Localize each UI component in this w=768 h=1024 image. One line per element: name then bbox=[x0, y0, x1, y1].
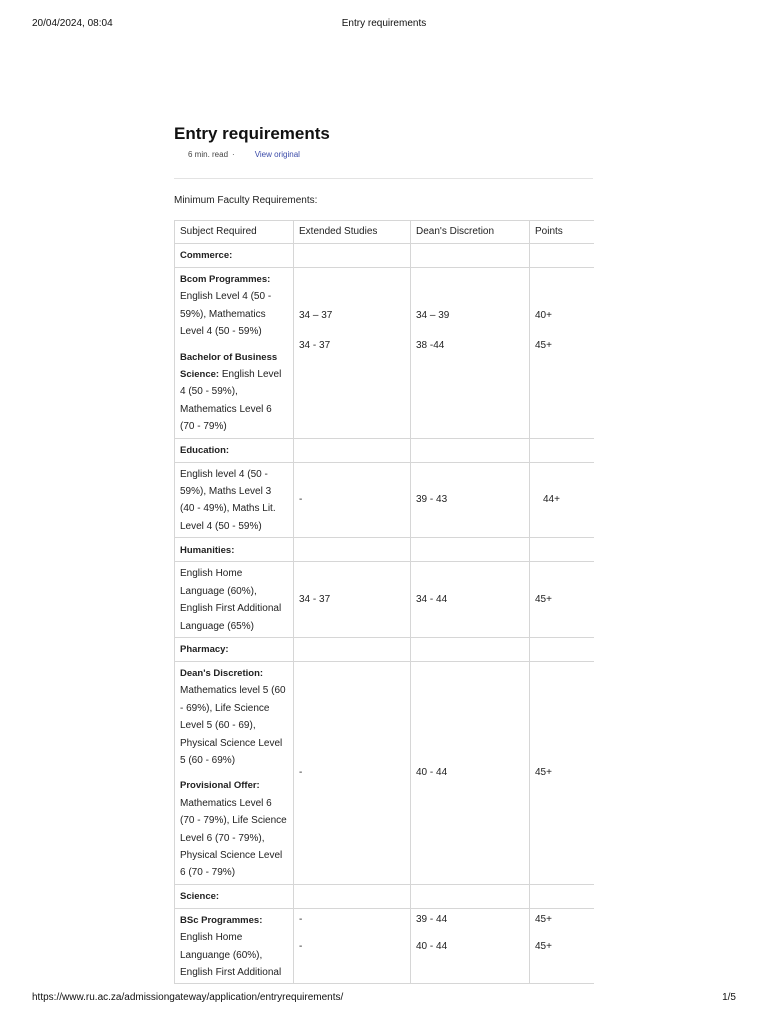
print-footer bbox=[32, 992, 736, 1006]
extended-cell bbox=[294, 268, 411, 439]
deans-cell: 40 - 44 bbox=[411, 661, 530, 884]
points-value: 45+ bbox=[535, 941, 552, 953]
extended-value: 34 - 37 bbox=[299, 339, 331, 351]
program-title: Dean's Discretion: bbox=[180, 667, 264, 679]
section-row-pharmacy bbox=[175, 637, 595, 661]
page-number: 1/5 bbox=[722, 992, 736, 1003]
page-title: Entry requirements bbox=[174, 124, 330, 143]
deans-value: 38 -44 bbox=[416, 339, 445, 351]
requirements-table-wrapper bbox=[174, 220, 594, 988]
table-row bbox=[175, 908, 595, 984]
points-value: 40+ bbox=[535, 310, 552, 322]
article-header bbox=[174, 122, 593, 219]
extended-cell: 34 - 37 bbox=[294, 562, 411, 638]
points-cell: 45+ bbox=[530, 661, 595, 884]
table-row bbox=[175, 462, 595, 538]
deans-cell: 39 - 43 bbox=[411, 462, 530, 538]
points-cell bbox=[530, 268, 595, 439]
divider bbox=[174, 178, 593, 179]
deans-value: 34 – 39 bbox=[416, 310, 450, 322]
table-row bbox=[175, 268, 595, 439]
section-row-science bbox=[175, 884, 595, 908]
extended-cell: - bbox=[294, 462, 411, 538]
program-title: Bcom Programmes: bbox=[180, 274, 271, 285]
points-cell: 45+ bbox=[530, 562, 595, 638]
requirements-table bbox=[174, 220, 594, 984]
program-requirements: English Level 4 (50 - 59%), Mathematics Level 4 (50 - 59%) bbox=[180, 291, 272, 338]
header-subject: Subject Required bbox=[175, 221, 294, 244]
section-label: Education: bbox=[175, 438, 294, 462]
print-doc-title: Entry requirements bbox=[341, 18, 427, 29]
deans-cell: 34 - 44 bbox=[411, 562, 530, 638]
view-original-link[interactable]: View original bbox=[254, 150, 300, 159]
extended-cell: - bbox=[294, 661, 411, 884]
program-requirements: Mathematics level 5 (60 - 69%), Life Science Level 5 (60 - 69), Physical Science Level 5 (60 - 69%) bbox=[180, 685, 286, 766]
section-row-humanities bbox=[175, 538, 595, 562]
points-value: 45+ bbox=[535, 339, 552, 351]
program-title: Bachelor of Business Science: bbox=[180, 351, 278, 381]
program-title: Provisional Offer: bbox=[180, 780, 260, 792]
program-title: BSc Programmes: bbox=[180, 914, 263, 926]
intro-text: Minimum Faculty Requirements: bbox=[174, 195, 318, 206]
points-cell: 44+ bbox=[530, 462, 595, 538]
print-datetime: 20/04/2024, 08:04 bbox=[32, 18, 113, 29]
extended-cell bbox=[294, 908, 411, 984]
deans-cell bbox=[411, 908, 530, 984]
points-value: 45+ bbox=[535, 913, 552, 925]
subject-cell: English level 4 (50 - 59%), Maths Level 3 (40 - 49%), Maths Lit. Level 4 (50 - 59%) bbox=[175, 462, 294, 538]
header-points: Points bbox=[530, 221, 595, 244]
subject-cell bbox=[175, 908, 294, 984]
article-meta bbox=[174, 150, 593, 164]
section-row-commerce bbox=[175, 244, 595, 268]
program-requirements: English Level 4 (50 - 59%), Mathematics Level 6 (70 - 79%) bbox=[180, 369, 282, 433]
header-deans: Dean's Discretion bbox=[411, 221, 530, 244]
section-label: Humanities: bbox=[175, 538, 294, 562]
deans-cell bbox=[411, 268, 530, 439]
header-extended: Extended Studies bbox=[294, 221, 411, 244]
points-cell bbox=[530, 908, 595, 984]
section-label: Pharmacy: bbox=[175, 637, 294, 661]
deans-value: 40 - 44 bbox=[416, 941, 448, 953]
section-label: Commerce: bbox=[175, 244, 294, 268]
section-label: Science: bbox=[175, 884, 294, 908]
print-header bbox=[32, 18, 736, 32]
table-row bbox=[175, 562, 595, 638]
table-row bbox=[175, 661, 595, 884]
read-time: 6 min. read bbox=[188, 150, 229, 159]
subject-cell: English Home Language (60%), English First Additional Language (65%) bbox=[175, 562, 294, 638]
program-requirements: Mathematics Level 6 (70 - 79%), Life Science Level 6 (70 - 79%), Physical Science Level 6 (70 - 79%) bbox=[180, 797, 287, 879]
program-requirements: English Home Languange (60%), English First Additional bbox=[180, 932, 282, 978]
subject-cell bbox=[175, 661, 294, 884]
deans-value: 39 - 44 bbox=[416, 913, 448, 925]
print-url: https://www.ru.ac.za/admissiongateway/application/entryrequirements/ bbox=[32, 992, 344, 1003]
extended-value: 34 – 37 bbox=[299, 310, 333, 322]
section-row-education bbox=[175, 438, 595, 462]
extended-value: - bbox=[299, 913, 303, 925]
subject-cell bbox=[175, 268, 294, 439]
meta-separator: · bbox=[232, 150, 235, 159]
table-header-row bbox=[175, 221, 595, 244]
extended-value: - bbox=[299, 941, 303, 953]
